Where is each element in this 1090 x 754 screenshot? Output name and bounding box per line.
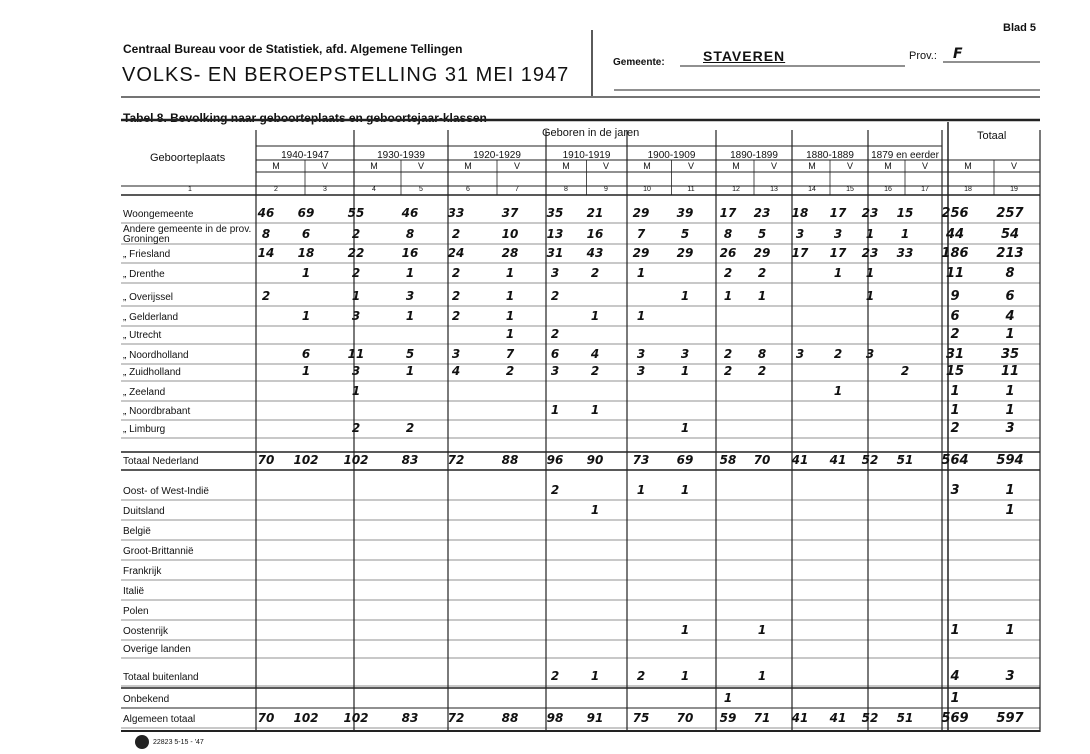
column-number: 12 [732, 186, 740, 193]
place-header: Geboorteplaats [150, 152, 226, 164]
table-cell: 1 [865, 289, 875, 303]
table-cell: 2 [550, 327, 560, 341]
row-label: „ Utrecht [123, 330, 162, 341]
sex-label: M [464, 161, 472, 171]
table-cell: 46 [401, 206, 419, 220]
table-cell: 16 [586, 227, 604, 241]
table-cell: 10 [501, 227, 519, 241]
row-label: Oost- of West-Indië [123, 486, 209, 497]
table-cell: 59 [719, 711, 737, 725]
table-cell: 6 [950, 309, 960, 324]
table-cell: 31 [945, 347, 965, 362]
table-cell: 14 [257, 246, 275, 260]
table-cell: 564 [941, 453, 969, 468]
table-cell: 7 [636, 227, 646, 241]
table-cell: 29 [676, 246, 694, 260]
table-cell: 1 [900, 227, 910, 241]
table-cell: 4 [590, 347, 600, 361]
sex-label: V [846, 161, 853, 171]
row-label: Andere gemeente in de prov. Groningen [123, 224, 252, 245]
row-label: „ Overijssel [123, 292, 174, 303]
table-cell: 39 [676, 206, 694, 220]
table-cell: 1 [301, 364, 311, 378]
prov-value: F [953, 46, 963, 62]
table-cell: 3 [795, 227, 805, 241]
row-label: „ Gelderland [123, 312, 179, 323]
form-footer [135, 735, 204, 749]
sheet-number: Blad 5 [1003, 22, 1037, 34]
table-cell: 2 [900, 364, 910, 378]
column-number: 15 [846, 186, 854, 193]
total-header: Totaal [977, 130, 1007, 142]
table-cell: 1 [723, 289, 733, 303]
table-cell: 18 [297, 246, 315, 260]
table-cell: 28 [501, 246, 519, 260]
table-cell: 8 [405, 227, 415, 241]
table-cell: 2 [590, 266, 600, 280]
column-number: 13 [770, 186, 778, 193]
census-title: VOLKS- EN BEROEPSTELLING 31 MEI 1947 [122, 64, 570, 86]
period-header: 1930-1939 [377, 150, 425, 161]
table-cell: 1 [950, 384, 960, 399]
table-cell: 17 [829, 246, 847, 260]
table-cell: 2 [950, 327, 960, 342]
table-cell: 1 [1005, 403, 1015, 418]
table-cell: 1 [590, 309, 600, 323]
group-header: Geboren in de jaren [542, 127, 640, 139]
table-cell: 70 [257, 711, 275, 725]
table-cell: 11 [945, 266, 965, 281]
table-cell: 41 [829, 453, 847, 467]
sex-label: V [921, 161, 928, 171]
table-cell: 1 [680, 421, 690, 435]
table-cell: 3 [636, 364, 646, 378]
table-cell: 33 [447, 206, 465, 220]
form-code: 22823 5-15 - '47 [153, 738, 204, 746]
row-label: „ Noordbrabant [123, 406, 191, 417]
table-cell: 1 [950, 691, 960, 706]
sex-label: V [687, 161, 694, 171]
table-cell: 1 [680, 669, 690, 683]
cbs-logo-icon [135, 735, 149, 749]
table-cell: 41 [829, 711, 847, 725]
period-header: 1880-1889 [806, 150, 854, 161]
table-cell: 8 [261, 227, 271, 241]
table-cell: 569 [941, 711, 969, 726]
table-cell: 3 [950, 483, 960, 498]
table-cell: 11 [347, 347, 365, 361]
period-header: 1890-1899 [730, 150, 778, 161]
sex-label: V [770, 161, 777, 171]
table-cell: 6 [1005, 289, 1015, 304]
table-cell: 2 [833, 347, 843, 361]
sex-label: M [370, 161, 378, 171]
row-label: Totaal Nederland [123, 456, 199, 467]
row-label: Oostenrijk [123, 626, 169, 637]
table-cell: 88 [501, 711, 519, 725]
table-cell: 1 [950, 623, 960, 638]
table-cell: 102 [293, 711, 319, 725]
table-cell: 3 [1005, 421, 1015, 436]
table-cell: 17 [791, 246, 809, 260]
table-cell: 69 [676, 453, 694, 467]
sex-label: M [272, 161, 280, 171]
table-cell: 1 [505, 289, 515, 303]
period-header: 1920-1929 [473, 150, 521, 161]
table-title: Tabel 8. Bevolking naar geboorteplaats en geboortejaar-klassen [123, 111, 487, 125]
period-header: 1910-1919 [562, 150, 611, 161]
table-cell: 6 [301, 227, 311, 241]
column-number: 1 [188, 186, 192, 193]
table-cell: 1 [680, 483, 690, 497]
row-label: Woongemeente [123, 209, 194, 220]
table-cell: 6 [550, 347, 560, 361]
table-cell: 1 [680, 623, 690, 637]
table-cell: 102 [293, 453, 319, 467]
table-cell: 3 [351, 364, 361, 378]
column-number: 6 [466, 186, 470, 193]
table-cell: 35 [546, 206, 564, 220]
table-cell: 3 [451, 347, 461, 361]
table-cell: 1 [351, 289, 361, 303]
table-cell: 2 [636, 669, 646, 683]
table-cell: 3 [636, 347, 646, 361]
table-cell: 4 [451, 364, 461, 378]
table-cell: 37 [501, 206, 519, 220]
table-cell: 96 [546, 453, 564, 467]
table-cell: 4 [1005, 309, 1015, 324]
table-cell: 33 [896, 246, 914, 260]
table-cell: 16 [401, 246, 419, 260]
table-cell: 73 [632, 453, 650, 467]
table-cell: 22 [347, 246, 365, 260]
sex-label: M [732, 161, 740, 171]
table-cell: 52 [861, 453, 879, 467]
table-cell: 2 [757, 364, 767, 378]
table-cell: 1 [590, 669, 600, 683]
table-cell: 2 [405, 421, 415, 435]
table-cell: 186 [941, 246, 969, 261]
table-cell: 4 [950, 669, 960, 684]
table-cell: 1 [833, 266, 843, 280]
table-cell: 9 [950, 289, 960, 304]
table-cell: 70 [676, 711, 694, 725]
gemeente-value: STAVEREN [703, 48, 786, 64]
table-cell: 75 [632, 711, 650, 725]
table-cell: 2 [590, 364, 600, 378]
table-cell: 2 [505, 364, 515, 378]
column-number: 2 [274, 186, 278, 193]
table-cell: 213 [996, 246, 1024, 261]
row-label: „ Zeeland [123, 387, 166, 398]
table-cell: 1 [636, 266, 646, 280]
table-cell: 23 [861, 206, 879, 220]
column-number: 11 [687, 186, 695, 193]
table-cell: 41 [791, 453, 809, 467]
table-cell: 1 [757, 623, 767, 637]
table-cell: 1 [550, 403, 560, 417]
row-label: Italië [123, 586, 145, 597]
table-cell: 1 [405, 266, 415, 280]
table-cell: 54 [1000, 227, 1020, 242]
table-cell: 15 [945, 364, 965, 379]
table-cell: 72 [447, 711, 465, 725]
table-cell: 1 [301, 266, 311, 280]
table-cell: 1 [1005, 483, 1015, 498]
gemeente-label: Gemeente: [613, 57, 665, 68]
column-number: 5 [419, 186, 423, 193]
table-cell: 1 [505, 309, 515, 323]
table-cell: 72 [447, 453, 465, 467]
table-cell: 2 [451, 289, 461, 303]
table-cell: 1 [301, 309, 311, 323]
table-cell: 3 [833, 227, 843, 241]
table-cell: 1 [865, 266, 875, 280]
row-label: Overige landen [123, 644, 191, 655]
column-number: 16 [884, 186, 892, 193]
table-cell: 3 [351, 309, 361, 323]
table-cell: 6 [301, 347, 311, 361]
column-number: 19 [1010, 186, 1018, 193]
row-label: „ Limburg [123, 424, 166, 435]
table-cell: 2 [451, 266, 461, 280]
table-cell: 256 [941, 206, 969, 221]
row-label: Polen [123, 606, 149, 617]
table-cell: 1 [405, 309, 415, 323]
sex-label: M [884, 161, 892, 171]
row-label: „ Zuidholland [123, 367, 181, 378]
table-cell: 44 [945, 227, 965, 242]
table-cell: 1 [757, 669, 767, 683]
table-cell: 597 [996, 711, 1024, 726]
table-cell: 3 [865, 347, 875, 361]
table-cell: 1 [757, 289, 767, 303]
table-cell: 58 [719, 453, 737, 467]
table-cell: 1 [351, 384, 361, 398]
table-cell: 1 [1005, 623, 1015, 638]
table-cell: 8 [723, 227, 733, 241]
table-cell: 1 [1005, 327, 1015, 342]
table-cell: 1 [1005, 384, 1015, 399]
sex-label: M [562, 161, 570, 171]
table-cell: 594 [996, 453, 1024, 468]
table-cell: 55 [347, 206, 365, 220]
table-cell: 83 [401, 453, 419, 467]
table-cell: 69 [297, 206, 315, 220]
column-number: 10 [643, 186, 651, 193]
table-cell: 29 [632, 206, 650, 220]
column-number: 3 [323, 186, 327, 193]
table-cell: 51 [896, 453, 914, 467]
organization: Centraal Bureau voor de Statistiek, afd. Algemene Tellingen [123, 42, 463, 56]
sex-label: V [602, 161, 609, 171]
table-cell: 3 [550, 364, 560, 378]
column-number: 9 [604, 186, 608, 193]
sex-label: V [417, 161, 424, 171]
table-cell: 3 [795, 347, 805, 361]
table-cell: 2 [550, 669, 560, 683]
row-label: Onbekend [123, 694, 170, 705]
table-cell: 2 [550, 289, 560, 303]
row-label: Duitsland [123, 506, 165, 517]
table-cell: 2 [451, 309, 461, 323]
table-cell: 1 [723, 691, 733, 705]
table-cell: 2 [351, 421, 361, 435]
table-cell: 1 [636, 309, 646, 323]
table-cell: 88 [501, 453, 519, 467]
column-number: 18 [964, 186, 972, 193]
table-cell: 90 [586, 453, 604, 467]
table-cell: 2 [550, 483, 560, 497]
table-cell: 21 [586, 206, 604, 220]
column-number: 8 [564, 186, 568, 193]
row-label: Frankrijk [123, 566, 162, 577]
table-cell: 29 [632, 246, 650, 260]
table-cell: 1 [680, 289, 690, 303]
sex-label: V [513, 161, 520, 171]
table-cell: 2 [351, 227, 361, 241]
table-cell: 8 [757, 347, 767, 361]
table-cell: 13 [546, 227, 564, 241]
row-label: „ Friesland [123, 249, 171, 260]
row-label: „ Drenthe [123, 269, 165, 280]
table-cell: 70 [753, 453, 771, 467]
row-label: België [123, 526, 151, 537]
table-cell: 1 [865, 227, 875, 241]
table-cell: 1 [590, 503, 600, 517]
table-cell: 1 [505, 327, 515, 341]
table-cell: 3 [680, 347, 690, 361]
table-cell: 83 [401, 711, 419, 725]
table-cell: 7 [505, 347, 515, 361]
table-cell: 1 [833, 384, 843, 398]
table-cell: 23 [861, 246, 879, 260]
table-cell: 24 [447, 246, 465, 260]
table-cell: 2 [723, 266, 733, 280]
table-cell: 257 [996, 206, 1024, 221]
table-cell: 8 [1005, 266, 1015, 281]
table-cell: 2 [351, 266, 361, 280]
period-header: 1940-1947 [281, 150, 329, 161]
table-cell: 71 [753, 711, 771, 725]
table-cell: 2 [950, 421, 960, 436]
table-cell: 1 [1005, 503, 1015, 518]
table-cell: 1 [405, 364, 415, 378]
table-cell: 52 [861, 711, 879, 725]
column-number: 17 [921, 186, 929, 193]
period-header: 1900-1909 [647, 150, 696, 161]
table-cell: 23 [753, 206, 771, 220]
table-cell: 1 [590, 403, 600, 417]
row-label: Algemeen totaal [123, 714, 196, 725]
sex-label: M [643, 161, 651, 171]
prov-label: Prov.: [909, 50, 937, 62]
table-cell: 41 [791, 711, 809, 725]
table-cell: 3 [405, 289, 415, 303]
table-cell: 35 [1000, 347, 1020, 362]
table-cell: 3 [550, 266, 560, 280]
sex-label: M [964, 161, 972, 171]
table-cell: 1 [636, 483, 646, 497]
table-cell: 102 [343, 711, 369, 725]
table-cell: 11 [1000, 364, 1020, 379]
column-number: 4 [372, 186, 376, 193]
row-label: „ Noordholland [123, 350, 189, 361]
table-cell: 51 [896, 711, 914, 725]
table-cell: 5 [757, 227, 767, 241]
table-cell: 70 [257, 453, 275, 467]
table-cell: 46 [257, 206, 275, 220]
column-number: 7 [515, 186, 519, 193]
table-cell: 43 [586, 246, 604, 260]
table-cell: 102 [343, 453, 369, 467]
period-header: 1879 en eerder [871, 150, 939, 161]
table-cell: 3 [1005, 669, 1015, 684]
table-cell: 15 [896, 206, 914, 220]
sex-label: V [321, 161, 328, 171]
table-cell: 5 [405, 347, 415, 361]
table-cell: 91 [586, 711, 604, 725]
sex-label: M [808, 161, 816, 171]
table-cell: 2 [723, 347, 733, 361]
table-cell: 1 [950, 403, 960, 418]
table-cell: 26 [719, 246, 737, 260]
table-cell: 31 [546, 246, 564, 260]
table-cell: 2 [757, 266, 767, 280]
table-cell: 2 [261, 289, 271, 303]
table-cell: 98 [546, 711, 564, 725]
table-cell: 5 [680, 227, 690, 241]
sex-label: V [1010, 161, 1017, 171]
row-label: Totaal buitenland [123, 672, 199, 683]
row-label: Groot-Brittannië [123, 546, 194, 557]
table-cell: 18 [791, 206, 809, 220]
table-cell: 1 [505, 266, 515, 280]
table-cell: 2 [723, 364, 733, 378]
table-cell: 1 [680, 364, 690, 378]
table-cell: 17 [719, 206, 737, 220]
table-cell: 17 [829, 206, 847, 220]
table-cell: 29 [753, 246, 771, 260]
table-cell: 2 [451, 227, 461, 241]
column-number: 14 [808, 186, 816, 193]
